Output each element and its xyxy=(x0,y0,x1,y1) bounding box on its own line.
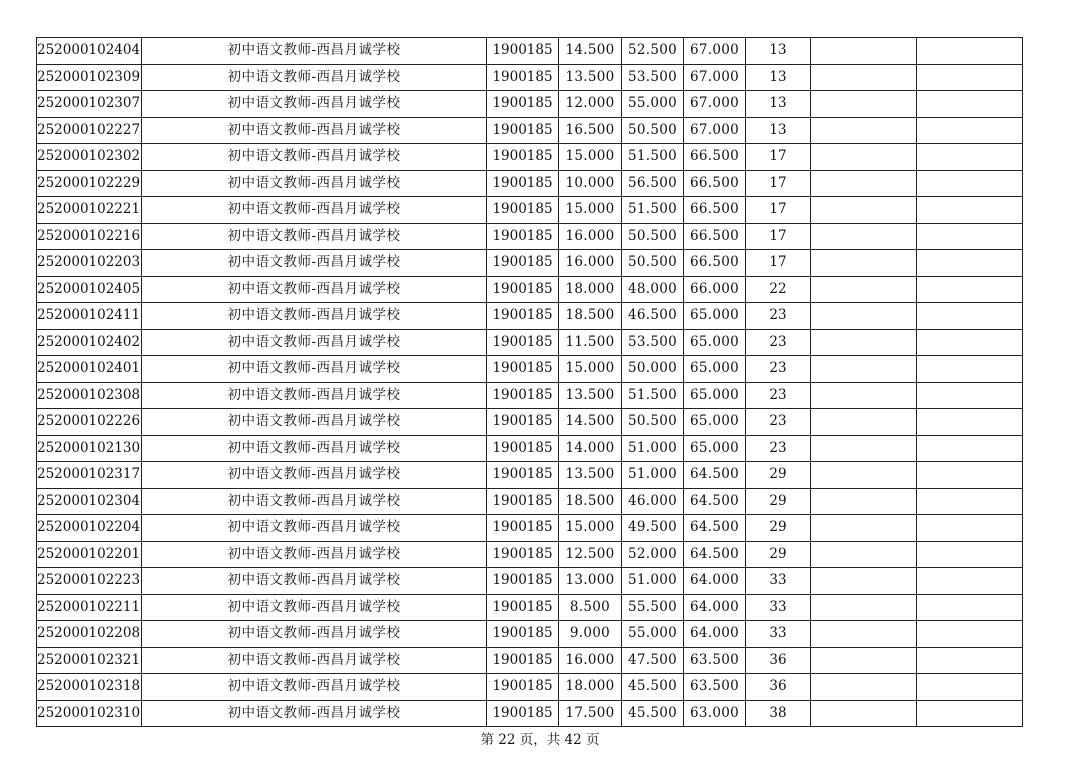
admission-id-cell: 252000102402 xyxy=(37,329,142,356)
empty-cell xyxy=(811,170,917,197)
empty-cell xyxy=(811,700,917,727)
empty-cell xyxy=(811,515,917,542)
position-code-cell: 1900185 xyxy=(487,568,559,595)
empty-cell xyxy=(811,541,917,568)
rank-cell: 38 xyxy=(746,700,811,727)
rank-cell: 23 xyxy=(746,382,811,409)
score-a-cell: 17.500 xyxy=(559,700,622,727)
score-a-cell: 14.500 xyxy=(559,38,622,65)
score-a-cell: 12.000 xyxy=(559,91,622,118)
rank-cell: 13 xyxy=(746,38,811,65)
admission-id-cell: 252000102317 xyxy=(37,462,142,489)
empty-cell xyxy=(811,276,917,303)
rank-cell: 33 xyxy=(746,594,811,621)
score-b-cell: 56.500 xyxy=(622,170,684,197)
total-score-cell: 64.500 xyxy=(684,462,746,489)
empty-cell xyxy=(917,435,1023,462)
position-code-cell: 1900185 xyxy=(487,38,559,65)
position-cell: 初中语文教师-西昌月诚学校 xyxy=(142,64,487,91)
empty-cell xyxy=(917,594,1023,621)
table-row xyxy=(37,117,1023,144)
score-a-cell: 9.000 xyxy=(559,621,622,648)
score-b-cell: 55.000 xyxy=(622,91,684,118)
empty-cell xyxy=(917,250,1023,277)
position-code-cell: 1900185 xyxy=(487,488,559,515)
position-code-cell: 1900185 xyxy=(487,647,559,674)
score-a-cell: 14.500 xyxy=(559,409,622,436)
empty-cell xyxy=(917,647,1023,674)
empty-cell xyxy=(917,382,1023,409)
table-row xyxy=(37,515,1023,542)
position-code-cell: 1900185 xyxy=(487,674,559,701)
empty-cell xyxy=(811,144,917,171)
admission-id-cell: 252000102309 xyxy=(37,64,142,91)
position-cell: 初中语文教师-西昌月诚学校 xyxy=(142,435,487,462)
score-b-cell: 50.500 xyxy=(622,409,684,436)
empty-cell xyxy=(917,303,1023,330)
score-a-cell: 8.500 xyxy=(559,594,622,621)
table-row xyxy=(37,568,1023,595)
score-b-cell: 50.500 xyxy=(622,250,684,277)
empty-cell xyxy=(811,356,917,383)
position-code-cell: 1900185 xyxy=(487,515,559,542)
empty-cell xyxy=(917,197,1023,224)
position-code-cell: 1900185 xyxy=(487,329,559,356)
position-code-cell: 1900185 xyxy=(487,409,559,436)
total-score-cell: 66.000 xyxy=(684,276,746,303)
score-a-cell: 13.500 xyxy=(559,64,622,91)
table-row xyxy=(37,382,1023,409)
total-score-cell: 67.000 xyxy=(684,117,746,144)
score-b-cell: 48.000 xyxy=(622,276,684,303)
score-b-cell: 46.000 xyxy=(622,488,684,515)
rank-cell: 17 xyxy=(746,223,811,250)
rank-cell: 22 xyxy=(746,276,811,303)
table-row xyxy=(37,356,1023,383)
position-cell: 初中语文教师-西昌月诚学校 xyxy=(142,250,487,277)
position-cell: 初中语文教师-西昌月诚学校 xyxy=(142,621,487,648)
rank-cell: 29 xyxy=(746,488,811,515)
score-a-cell: 16.000 xyxy=(559,223,622,250)
score-b-cell: 50.500 xyxy=(622,223,684,250)
position-cell: 初中语文教师-西昌月诚学校 xyxy=(142,594,487,621)
position-code-cell: 1900185 xyxy=(487,382,559,409)
position-code-cell: 1900185 xyxy=(487,700,559,727)
position-cell: 初中语文教师-西昌月诚学校 xyxy=(142,488,487,515)
empty-cell xyxy=(917,170,1023,197)
admission-id-cell: 252000102307 xyxy=(37,91,142,118)
position-code-cell: 1900185 xyxy=(487,462,559,489)
rank-cell: 29 xyxy=(746,462,811,489)
empty-cell xyxy=(811,223,917,250)
empty-cell xyxy=(811,64,917,91)
score-a-cell: 16.500 xyxy=(559,117,622,144)
total-score-cell: 66.500 xyxy=(684,170,746,197)
total-score-cell: 66.500 xyxy=(684,144,746,171)
table-row xyxy=(37,64,1023,91)
position-code-cell: 1900185 xyxy=(487,303,559,330)
score-b-cell: 51.500 xyxy=(622,382,684,409)
admission-id-cell: 252000102216 xyxy=(37,223,142,250)
table-row xyxy=(37,594,1023,621)
position-code-cell: 1900185 xyxy=(487,356,559,383)
empty-cell xyxy=(811,197,917,224)
table-row xyxy=(37,197,1023,224)
empty-cell xyxy=(811,117,917,144)
empty-cell xyxy=(917,356,1023,383)
empty-cell xyxy=(917,144,1023,171)
empty-cell xyxy=(811,38,917,65)
admission-id-cell: 252000102308 xyxy=(37,382,142,409)
page-footer xyxy=(0,728,1080,748)
empty-cell xyxy=(917,462,1023,489)
rank-cell: 13 xyxy=(746,64,811,91)
empty-cell xyxy=(811,435,917,462)
total-score-cell: 66.500 xyxy=(684,223,746,250)
score-a-cell: 15.000 xyxy=(559,144,622,171)
rank-cell: 23 xyxy=(746,303,811,330)
empty-cell xyxy=(917,38,1023,65)
admission-id-cell: 252000102229 xyxy=(37,170,142,197)
score-b-cell: 50.000 xyxy=(622,356,684,383)
position-cell: 初中语文教师-西昌月诚学校 xyxy=(142,409,487,436)
empty-cell xyxy=(917,515,1023,542)
total-score-cell: 67.000 xyxy=(684,38,746,65)
position-code-cell: 1900185 xyxy=(487,117,559,144)
score-a-cell: 16.000 xyxy=(559,250,622,277)
position-code-cell: 1900185 xyxy=(487,223,559,250)
score-a-cell: 18.500 xyxy=(559,488,622,515)
empty-cell xyxy=(917,276,1023,303)
empty-cell xyxy=(811,303,917,330)
rank-cell: 17 xyxy=(746,170,811,197)
empty-cell xyxy=(917,223,1023,250)
position-cell: 初中语文教师-西昌月诚学校 xyxy=(142,515,487,542)
position-cell: 初中语文教师-西昌月诚学校 xyxy=(142,674,487,701)
total-score-cell: 64.500 xyxy=(684,515,746,542)
total-score-cell: 64.500 xyxy=(684,488,746,515)
rank-cell: 23 xyxy=(746,329,811,356)
score-a-cell: 18.000 xyxy=(559,276,622,303)
position-cell: 初中语文教师-西昌月诚学校 xyxy=(142,223,487,250)
admission-id-cell: 252000102310 xyxy=(37,700,142,727)
admission-id-cell: 252000102201 xyxy=(37,541,142,568)
position-code-cell: 1900185 xyxy=(487,170,559,197)
position-cell: 初中语文教师-西昌月诚学校 xyxy=(142,117,487,144)
results-sheet xyxy=(36,37,1022,727)
total-score-cell: 64.000 xyxy=(684,621,746,648)
empty-cell xyxy=(811,409,917,436)
table-row xyxy=(37,647,1023,674)
table-row xyxy=(37,488,1023,515)
empty-cell xyxy=(811,382,917,409)
table-row xyxy=(37,621,1023,648)
score-a-cell: 12.500 xyxy=(559,541,622,568)
admission-id-cell: 252000102211 xyxy=(37,594,142,621)
rank-cell: 17 xyxy=(746,250,811,277)
score-b-cell: 47.500 xyxy=(622,647,684,674)
empty-cell xyxy=(917,117,1023,144)
position-code-cell: 1900185 xyxy=(487,541,559,568)
score-a-cell: 13.500 xyxy=(559,462,622,489)
position-cell: 初中语文教师-西昌月诚学校 xyxy=(142,541,487,568)
empty-cell xyxy=(811,329,917,356)
rank-cell: 17 xyxy=(746,197,811,224)
empty-cell xyxy=(811,674,917,701)
score-b-cell: 53.500 xyxy=(622,64,684,91)
admission-id-cell: 252000102401 xyxy=(37,356,142,383)
admission-id-cell: 252000102404 xyxy=(37,38,142,65)
results-table xyxy=(36,37,1023,727)
empty-cell xyxy=(917,91,1023,118)
empty-cell xyxy=(811,91,917,118)
admission-id-cell: 252000102226 xyxy=(37,409,142,436)
admission-id-cell: 252000102304 xyxy=(37,488,142,515)
table-row xyxy=(37,276,1023,303)
total-score-cell: 63.000 xyxy=(684,700,746,727)
score-b-cell: 52.000 xyxy=(622,541,684,568)
rank-cell: 17 xyxy=(746,144,811,171)
rank-cell: 23 xyxy=(746,409,811,436)
position-code-cell: 1900185 xyxy=(487,435,559,462)
position-cell: 初中语文教师-西昌月诚学校 xyxy=(142,568,487,595)
position-cell: 初中语文教师-西昌月诚学校 xyxy=(142,197,487,224)
position-code-cell: 1900185 xyxy=(487,197,559,224)
score-a-cell: 18.000 xyxy=(559,674,622,701)
empty-cell xyxy=(917,674,1023,701)
score-b-cell: 51.000 xyxy=(622,568,684,595)
score-b-cell: 55.000 xyxy=(622,621,684,648)
total-score-cell: 64.500 xyxy=(684,541,746,568)
position-cell: 初中语文教师-西昌月诚学校 xyxy=(142,647,487,674)
score-a-cell: 11.500 xyxy=(559,329,622,356)
position-cell: 初中语文教师-西昌月诚学校 xyxy=(142,91,487,118)
admission-id-cell: 252000102318 xyxy=(37,674,142,701)
rank-cell: 36 xyxy=(746,674,811,701)
empty-cell xyxy=(917,64,1023,91)
total-score-cell: 66.500 xyxy=(684,250,746,277)
score-b-cell: 51.500 xyxy=(622,144,684,171)
empty-cell xyxy=(917,329,1023,356)
table-row xyxy=(37,91,1023,118)
empty-cell xyxy=(811,621,917,648)
table-row xyxy=(37,541,1023,568)
total-score-cell: 67.000 xyxy=(684,64,746,91)
empty-cell xyxy=(917,541,1023,568)
admission-id-cell: 252000102227 xyxy=(37,117,142,144)
admission-id-cell: 252000102223 xyxy=(37,568,142,595)
table-row xyxy=(37,700,1023,727)
total-score-cell: 65.000 xyxy=(684,409,746,436)
position-cell: 初中语文教师-西昌月诚学校 xyxy=(142,462,487,489)
total-score-cell: 63.500 xyxy=(684,674,746,701)
score-b-cell: 51.000 xyxy=(622,435,684,462)
position-cell: 初中语文教师-西昌月诚学校 xyxy=(142,170,487,197)
score-a-cell: 14.000 xyxy=(559,435,622,462)
score-b-cell: 45.500 xyxy=(622,700,684,727)
rank-cell: 13 xyxy=(746,91,811,118)
position-cell: 初中语文教师-西昌月诚学校 xyxy=(142,38,487,65)
table-row xyxy=(37,435,1023,462)
empty-cell xyxy=(917,568,1023,595)
score-a-cell: 13.500 xyxy=(559,382,622,409)
rank-cell: 23 xyxy=(746,356,811,383)
table-row xyxy=(37,170,1023,197)
admission-id-cell: 252000102221 xyxy=(37,197,142,224)
table-row xyxy=(37,250,1023,277)
position-code-cell: 1900185 xyxy=(487,250,559,277)
table-row xyxy=(37,674,1023,701)
position-code-cell: 1900185 xyxy=(487,144,559,171)
score-b-cell: 51.000 xyxy=(622,462,684,489)
score-a-cell: 10.000 xyxy=(559,170,622,197)
admission-id-cell: 252000102130 xyxy=(37,435,142,462)
rank-cell: 29 xyxy=(746,541,811,568)
table-row xyxy=(37,38,1023,65)
position-code-cell: 1900185 xyxy=(487,91,559,118)
total-score-cell: 66.500 xyxy=(684,197,746,224)
position-cell: 初中语文教师-西昌月诚学校 xyxy=(142,382,487,409)
rank-cell: 23 xyxy=(746,435,811,462)
admission-id-cell: 252000102208 xyxy=(37,621,142,648)
rank-cell: 33 xyxy=(746,568,811,595)
empty-cell xyxy=(811,568,917,595)
total-score-cell: 63.500 xyxy=(684,647,746,674)
empty-cell xyxy=(917,488,1023,515)
position-code-cell: 1900185 xyxy=(487,594,559,621)
position-cell: 初中语文教师-西昌月诚学校 xyxy=(142,276,487,303)
score-a-cell: 13.000 xyxy=(559,568,622,595)
total-score-cell: 65.000 xyxy=(684,356,746,383)
score-b-cell: 45.500 xyxy=(622,674,684,701)
total-score-cell: 65.000 xyxy=(684,329,746,356)
table-row xyxy=(37,329,1023,356)
position-cell: 初中语文教师-西昌月诚学校 xyxy=(142,356,487,383)
empty-cell xyxy=(917,409,1023,436)
position-cell: 初中语文教师-西昌月诚学校 xyxy=(142,303,487,330)
table-row xyxy=(37,144,1023,171)
position-code-cell: 1900185 xyxy=(487,64,559,91)
total-score-cell: 64.000 xyxy=(684,568,746,595)
rank-cell: 29 xyxy=(746,515,811,542)
score-b-cell: 50.500 xyxy=(622,117,684,144)
total-score-cell: 67.000 xyxy=(684,91,746,118)
score-a-cell: 15.000 xyxy=(559,197,622,224)
score-a-cell: 15.000 xyxy=(559,356,622,383)
empty-cell xyxy=(811,647,917,674)
position-cell: 初中语文教师-西昌月诚学校 xyxy=(142,329,487,356)
score-b-cell: 52.500 xyxy=(622,38,684,65)
table-row xyxy=(37,303,1023,330)
score-a-cell: 15.000 xyxy=(559,515,622,542)
admission-id-cell: 252000102203 xyxy=(37,250,142,277)
table-row xyxy=(37,462,1023,489)
empty-cell xyxy=(811,594,917,621)
rank-cell: 13 xyxy=(746,117,811,144)
score-b-cell: 51.500 xyxy=(622,197,684,224)
empty-cell xyxy=(811,250,917,277)
empty-cell xyxy=(917,621,1023,648)
table-row xyxy=(37,223,1023,250)
score-b-cell: 53.500 xyxy=(622,329,684,356)
empty-cell xyxy=(917,700,1023,727)
admission-id-cell: 252000102411 xyxy=(37,303,142,330)
position-code-cell: 1900185 xyxy=(487,621,559,648)
score-a-cell: 18.500 xyxy=(559,303,622,330)
empty-cell xyxy=(811,488,917,515)
score-a-cell: 16.000 xyxy=(559,647,622,674)
total-score-cell: 65.000 xyxy=(684,303,746,330)
admission-id-cell: 252000102321 xyxy=(37,647,142,674)
table-body xyxy=(37,38,1023,727)
position-code-cell: 1900185 xyxy=(487,276,559,303)
admission-id-cell: 252000102405 xyxy=(37,276,142,303)
admission-id-cell: 252000102204 xyxy=(37,515,142,542)
rank-cell: 36 xyxy=(746,647,811,674)
total-score-cell: 64.000 xyxy=(684,594,746,621)
empty-cell xyxy=(811,462,917,489)
admission-id-cell: 252000102302 xyxy=(37,144,142,171)
score-b-cell: 55.500 xyxy=(622,594,684,621)
position-cell: 初中语文教师-西昌月诚学校 xyxy=(142,144,487,171)
score-b-cell: 46.500 xyxy=(622,303,684,330)
rank-cell: 33 xyxy=(746,621,811,648)
total-score-cell: 65.000 xyxy=(684,382,746,409)
table-row xyxy=(37,409,1023,436)
score-b-cell: 49.500 xyxy=(622,515,684,542)
page-number-label: 第 22 页，共 42 页 xyxy=(480,732,600,748)
position-cell: 初中语文教师-西昌月诚学校 xyxy=(142,700,487,727)
total-score-cell: 65.000 xyxy=(684,435,746,462)
